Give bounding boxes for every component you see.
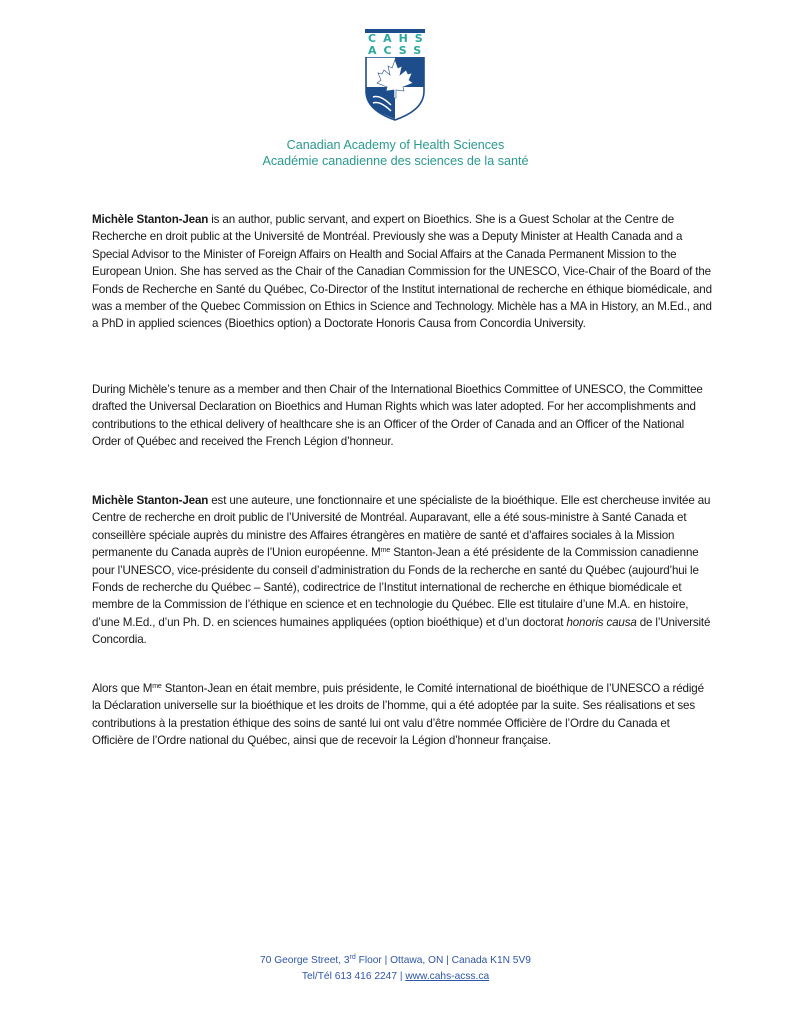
website-link[interactable]: www.cahs-acss.ca — [405, 971, 490, 982]
bio-en-paragraph-2 — [92, 381, 712, 451]
bio-name: Michèle Stanton-Jean — [92, 494, 209, 507]
bio-text: Alors que M — [92, 682, 153, 695]
bio-en-paragraph-1 — [92, 211, 712, 333]
superscript: rd — [349, 954, 356, 961]
shield-maple-leaf-icon — [365, 57, 425, 121]
bio-name: Michèle Stanton-Jean — [92, 213, 209, 226]
bio-text: Stanton-Jean a été présidente de la Commission canadienne pour l’UNESCO, vice-présidente du conseil d’administration du Fonds de la recherche en santé du Québec (aujourd’hui le Fonds de recherche du Québec – Santé), codirectrice de l’Institut international de recherche en éthique biomédicale et membre de la Commission de l’éthique en science et en technologie du Québec. Elle est titulaire d’une M.A. en histoire, d’une M.Ed., d’un Ph. D. en sciences humaines appliquées (option bioéthique) et d’un doctorat — [92, 546, 699, 629]
bio-text: est une auteure, une fonctionnaire et une spécialiste de la bioéthique. Elle est chercheuse invitée au Centre de recherche en droit public de l’Université de Montréal. Auparavant, elle a été sous-ministre à Santé Canada et conseillère spéciale auprès du ministre des Affaires étrangères en matière de santé et d’affaires sociales à la Mission permanente du Canada auprès de l’Union européenne. M — [92, 494, 711, 560]
bio-text: Stanton-Jean en était membre, puis présidente, le Comité international de bioéthique de l’UNESCO a rédigé la Déclaration universelle sur la bioéthique et les droits de l’homme, qui a été adoptée par la suite. Ses réalisations et ses contributions à la prestation éthique des soins de santé lui ont valu d’être nommée Officière de l’Ordre du Canada et Officière de l’Ordre national du Québec, ainsi que de recevoir la Légion d’honneur française. — [92, 682, 704, 748]
bio-text: de l’Université Concordia. — [92, 615, 711, 647]
address-text: 70 George Street, 3 — [260, 955, 350, 966]
bio-text: During Michèle’s tenure as a member and then Chair of the International Bioethics Committee of UNESCO, the Committee drafted the Universal Declaration on Bioethics and Human Rights which was later adopted. For her accomplishments and contributions to the ethical delivery of healthcare she is an Officer of the Order of Canada and an Officer of the National Order of Québec and received the French Légion d’honneur. — [92, 383, 703, 449]
organization-name — [0, 137, 791, 169]
footer-address — [0, 953, 791, 969]
footer-contact — [0, 969, 791, 985]
address-text: Floor | Ottawa, ON | Canada K1N 5V9 — [355, 955, 531, 966]
italic-text: honoris causa — [566, 615, 637, 629]
cahs-acss-logo — [365, 29, 430, 126]
organization-name-fr: Académie canadienne des sciences de la santé — [262, 154, 529, 168]
superscript: me — [152, 683, 162, 690]
phone-text: Tel/Tél 613 416 2247 | — [301, 971, 406, 982]
bio-fr-paragraph-1 — [92, 492, 712, 649]
organization-name-en: Canadian Academy of Health Sciences — [286, 138, 505, 152]
superscript: me — [380, 547, 391, 555]
bio-text: is an author, public servant, and expert on Bioethics. She is a Guest Scholar at the Centre de Recherche en droit public at the Université de Montréal. Previously she was a Deputy Minister at Health Canada and a Special Advisor to the Minister of Foreign Affairs on Health and Social Affairs at the Canada Permanent Mission to the European Union. She has served as the Chair of the Canadian Commission for the UNESCO, Vice-Chair of the Board of the Fonds de Recherche en Santé du Québec, Co-Director of the Institut international de recherche en éthique biomédicale, and was a member of the Quebec Commission on Ethics in Science and Technology. Michèle has a MA in History, an M.Ed., and a PhD in applied sciences (Bioethics option) a Doctorate Honoris Causa from Concordia University. — [92, 213, 712, 331]
logo-text-acss: ACSS — [368, 44, 429, 57]
logo-text-cahs: CAHS — [368, 32, 430, 45]
bio-fr-paragraph-2 — [92, 680, 712, 750]
footer — [0, 953, 791, 985]
